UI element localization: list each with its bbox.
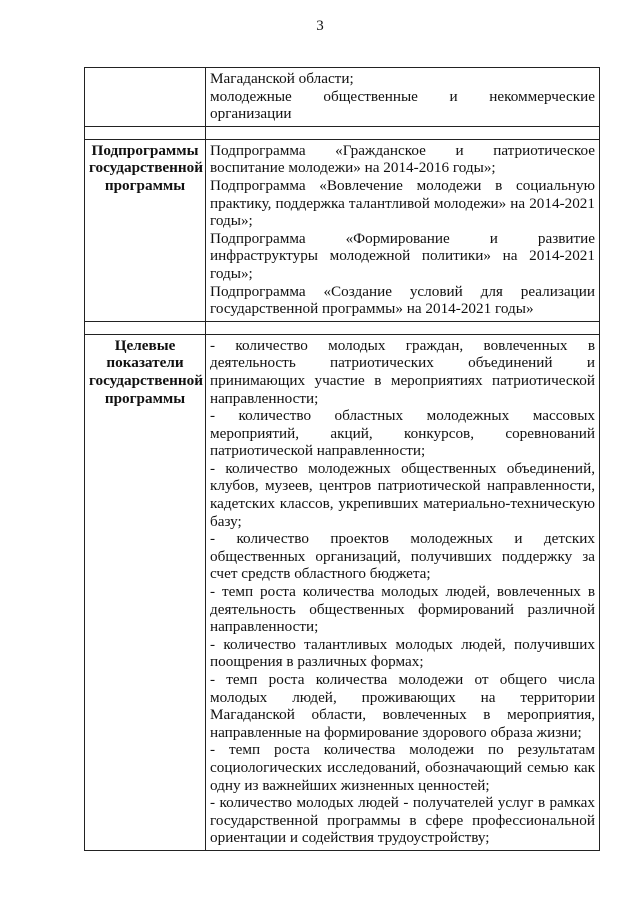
paragraph: - количество молодежных общественных объединений, клубов, музеев, центров патриотической направленности, кадетских классов, укрепивших материально-техническую базу; [210, 459, 595, 530]
table-spacer-row [85, 126, 600, 139]
row-label [85, 68, 206, 127]
paragraph: - темп роста количества молодежи от общего числа молодых людей, проживающих на территории Магаданской области, вовлеченных в мероприятия, направленные на формирование здорового образа жизни; [210, 671, 595, 741]
row-content [206, 68, 600, 127]
paragraph: - темп роста количества молодых людей, вовлеченных в деятельность общественных формирований различной направленности; [210, 583, 595, 636]
paragraph: молодежные общественные и некоммерческие организации [210, 87, 595, 123]
table-row [85, 139, 600, 321]
table-row [85, 68, 600, 127]
paragraph: Подпрограмма «Вовлечение молодежи в социальную практику, поддержка талантливой молодежи» на 2014-2021 годы»; [210, 176, 595, 230]
row-content [206, 139, 600, 321]
paragraph: Магаданской области; [210, 70, 354, 87]
paragraph: - темп роста количества молодежи по результатам социологических исследований, обозначающий семью как одну из важнейших жизненных ценностей; [210, 741, 595, 794]
table-row [85, 334, 600, 850]
paragraph: - количество молодых людей - получателей услуг в рамках государственной программы в сфере профессиональной ориентации и содействия трудоустройству; [210, 794, 595, 847]
paragraph: - количество областных молодежных массовых мероприятий, акций, конкурсов, соревнований патриотической направленности; [210, 407, 595, 460]
paragraph: - количество талантливых молодых людей, получивших поощрения в различных формах; [210, 635, 595, 671]
paragraph: Подпрограмма «Гражданское и патриотическое воспитание молодежи» на 2014-2016 годы»; [210, 141, 595, 177]
page-number: 3 [316, 18, 324, 34]
paragraph: Подпрограмма «Формирование и развитие инфраструктуры молодежной политики» на 2014-2021 годы»; [210, 229, 595, 282]
row-label: Целевые показатели государственной программы [85, 334, 206, 850]
row-content [206, 334, 600, 850]
paragraph: - количество молодых граждан, вовлеченных в деятельность патриотических объединений и принимающих участие в мероприятиях патриотической направленности; [210, 336, 595, 407]
paragraph: Подпрограмма «Создание условий для реализации государственной программы» на 2014-2021 годы» [210, 282, 595, 318]
program-passport-table [84, 67, 600, 851]
paragraph: - количество проектов молодежных и детских общественных организаций, получивших поддержку за счет средств областного бюджета; [210, 530, 595, 583]
table-spacer-row [85, 321, 600, 334]
row-label: Подпрограммы государственной программы [85, 139, 206, 321]
